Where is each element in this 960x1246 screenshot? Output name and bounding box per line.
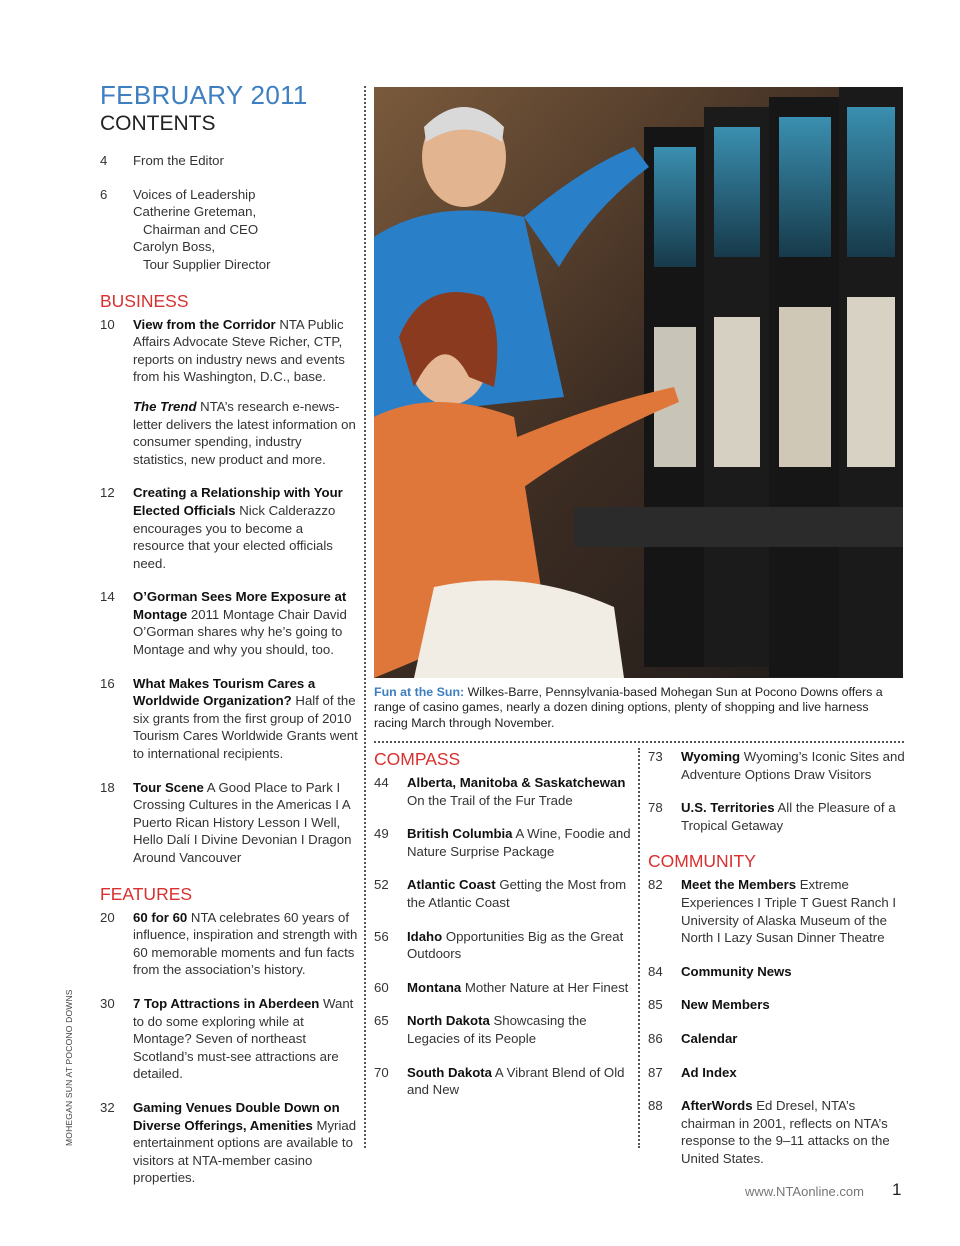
toc-entry[interactable]: [374, 1012, 632, 1047]
toc-entry-voices[interactable]: [100, 186, 358, 274]
entry-text: South Dakota A Vibrant Blend of Old and New: [407, 1064, 625, 1098]
entry-text: From the Editor: [133, 153, 224, 168]
entry-text: Voices of Leadership Catherine Greteman, Chairman and CEO Carolyn Boss, Tour Supplier Director: [133, 186, 271, 272]
section-heading-community: COMMUNITY: [648, 851, 756, 872]
page-number: 65: [374, 1013, 389, 1029]
community-column: [648, 748, 906, 1184]
toc-entry[interactable]: [374, 825, 632, 860]
page-number: 4: [100, 153, 108, 168]
caption-text: Wilkes-Barre, Pennsylvania-based Mohegan Sun at Pocono Downs offers a range of casino games, nearly a dozen dining options, plenty of shopping and live harness racing March through November.: [374, 685, 883, 730]
column-divider: [364, 86, 366, 1148]
entry-text: Calendar: [681, 1030, 738, 1046]
page-number: 44: [374, 775, 389, 790]
entry-text: Idaho Opportunities Big as the Great Outdoors: [407, 928, 624, 962]
toc-entry[interactable]: [100, 779, 358, 867]
caption-divider: [374, 741, 904, 743]
page-number: 82: [648, 877, 663, 893]
entry-text: What Makes Tourism Cares a Worldwide Organization? Half of the six grants from the first group of 2010 Tourism Cares Worldwide Grants went to international recipients.: [133, 675, 358, 762]
toc-entry[interactable]: [100, 1099, 358, 1187]
entry-text: View from the Corridor NTA Public Affairs Advocate Steve Richer, CTP, reports on industry news and events from his Washington, D.C., base.: [133, 316, 345, 385]
page-number: 18: [100, 779, 115, 795]
page-number: 78: [648, 800, 663, 816]
toc-entry[interactable]: [374, 1064, 632, 1099]
section-heading-business: BUSINESS: [100, 290, 189, 311]
entry-text: AfterWords Ed Dresel, NTA’s chairman in 2001, reflects on NTA’s response to the 9–11 attacks on the United States.: [681, 1098, 890, 1166]
page-number: 49: [374, 826, 389, 842]
page-number: 70: [374, 1064, 389, 1080]
page-number: 52: [374, 877, 389, 893]
page-number: 60: [374, 979, 389, 995]
entry-text: British Columbia A Wine, Foodie and Nature Surprise Package: [407, 826, 631, 859]
entry-text: North Dakota Showcasing the Legacies of its People: [407, 1013, 587, 1046]
toc-entry[interactable]: [374, 774, 632, 809]
toc-entry[interactable]: [648, 1097, 906, 1167]
toc-entry[interactable]: [648, 1064, 906, 1082]
toc-entry[interactable]: [100, 995, 358, 1083]
entry-text: U.S. Territories All the Pleasure of a Tropical Getaway: [681, 800, 896, 833]
entry-text: Wyoming Wyoming’s Iconic Sites and Adventure Options Draw Visitors: [681, 749, 905, 782]
column-divider: [638, 748, 640, 1148]
entry-text: O’Gorman Sees More Exposure at Montage 2011 Montage Chair David O’Gorman shares why he’s going to Montage and why you should, too.: [133, 589, 347, 658]
page-number: 14: [100, 589, 115, 605]
photo-caption: [374, 685, 904, 731]
toc-entry[interactable]: [648, 996, 906, 1014]
page-number: 10: [100, 316, 115, 332]
toc-entry[interactable]: [100, 484, 358, 572]
page-number: 73: [648, 749, 663, 764]
page-title: CONTENTS: [100, 112, 216, 135]
toc-entry[interactable]: [100, 675, 358, 763]
page-number: 6: [100, 186, 108, 202]
entry-text: Tour Scene A Good Place to Park I Crossing Cultures in the Americas I A Puerto Rican History Lesson I Well, Hello Dalí I Divine Devonian I Dragon Around Vancouver: [133, 779, 352, 865]
page-number-footer: 1: [892, 1180, 902, 1199]
page-number: 84: [648, 963, 663, 979]
page-number: 86: [648, 1030, 663, 1046]
entry-text: 7 Top Attractions in Aberdeen Want to do some exploring while at Montage? Seven of northeast Scotland’s must-see attractions are detailed.: [133, 995, 354, 1082]
section-heading-features: FEATURES: [100, 883, 193, 904]
entry-text: Alberta, Manitoba & Saskatchewan On the Trail of the Fur Trade: [407, 775, 626, 808]
toc-entry[interactable]: [100, 909, 358, 979]
toc-subentry-trend[interactable]: The Trend NTA’s research e-news-letter delivers the latest information on consumer spending, industry statistics, new product and more.: [133, 398, 356, 467]
page-number: 56: [374, 928, 389, 944]
toc-entry[interactable]: [100, 152, 358, 170]
caption-lead: Fun at the Sun:: [374, 685, 465, 699]
left-column: [100, 80, 358, 1203]
entry-text: New Members: [681, 997, 770, 1013]
entry-text: Creating a Relationship with Your Elected Officials Nick Calderazzo encourages you to become a resource that your elected officials need.: [133, 485, 343, 571]
entry-text: 60 for 60 NTA celebrates 60 years of influence, inspiration and strength with 60 memorable moments and fun facts from the association’s history.: [133, 909, 358, 978]
casino-photo: [374, 87, 903, 678]
page-number: 88: [648, 1098, 663, 1114]
page-number: 12: [100, 485, 115, 501]
page-number: 16: [100, 675, 115, 691]
page-number: 87: [648, 1064, 663, 1080]
footer-url[interactable]: www.NTAonline.com: [745, 1184, 864, 1199]
entry-text: Community News: [681, 963, 792, 979]
page-number: 32: [100, 1099, 115, 1115]
entry-text: Meet the Members Extreme Experiences I Triple T Guest Ranch I University of Alaska Museum of the North I Lazy Susan Dinner Theatre: [681, 877, 897, 946]
casino-photo-illustration: [374, 87, 903, 678]
toc-entry[interactable]: [374, 928, 632, 963]
section-heading-compass: COMPASS: [374, 749, 461, 769]
toc-entry[interactable]: [100, 316, 358, 386]
toc-entry[interactable]: [374, 876, 632, 911]
page-number: 85: [648, 997, 663, 1013]
page-number: 30: [100, 995, 115, 1011]
toc-entry[interactable]: [648, 799, 906, 834]
toc-entry[interactable]: [648, 876, 906, 946]
entry-text: Atlantic Coast Getting the Most from the Atlantic Coast: [407, 877, 627, 910]
photo-credit: MOHEGAN SUN AT POCONO DOWNS: [64, 989, 74, 1146]
page-number: 20: [100, 909, 115, 925]
entry-text: Montana Mother Nature at Her Finest: [407, 979, 629, 995]
toc-entry[interactable]: [648, 1030, 906, 1048]
entry-text: Gaming Venues Double Down on Diverse Offerings, Amenities Myriad entertainment options are available to visitors at NTA-member casino properties.: [133, 1099, 357, 1186]
toc-entry[interactable]: [374, 979, 632, 997]
toc-entry[interactable]: [648, 963, 906, 981]
compass-column: [374, 748, 632, 1115]
toc-entry[interactable]: [100, 588, 358, 658]
toc-entry[interactable]: [648, 748, 906, 783]
entry-text: Ad Index: [681, 1064, 737, 1080]
issue-month: FEBRUARY 2011: [100, 80, 308, 110]
